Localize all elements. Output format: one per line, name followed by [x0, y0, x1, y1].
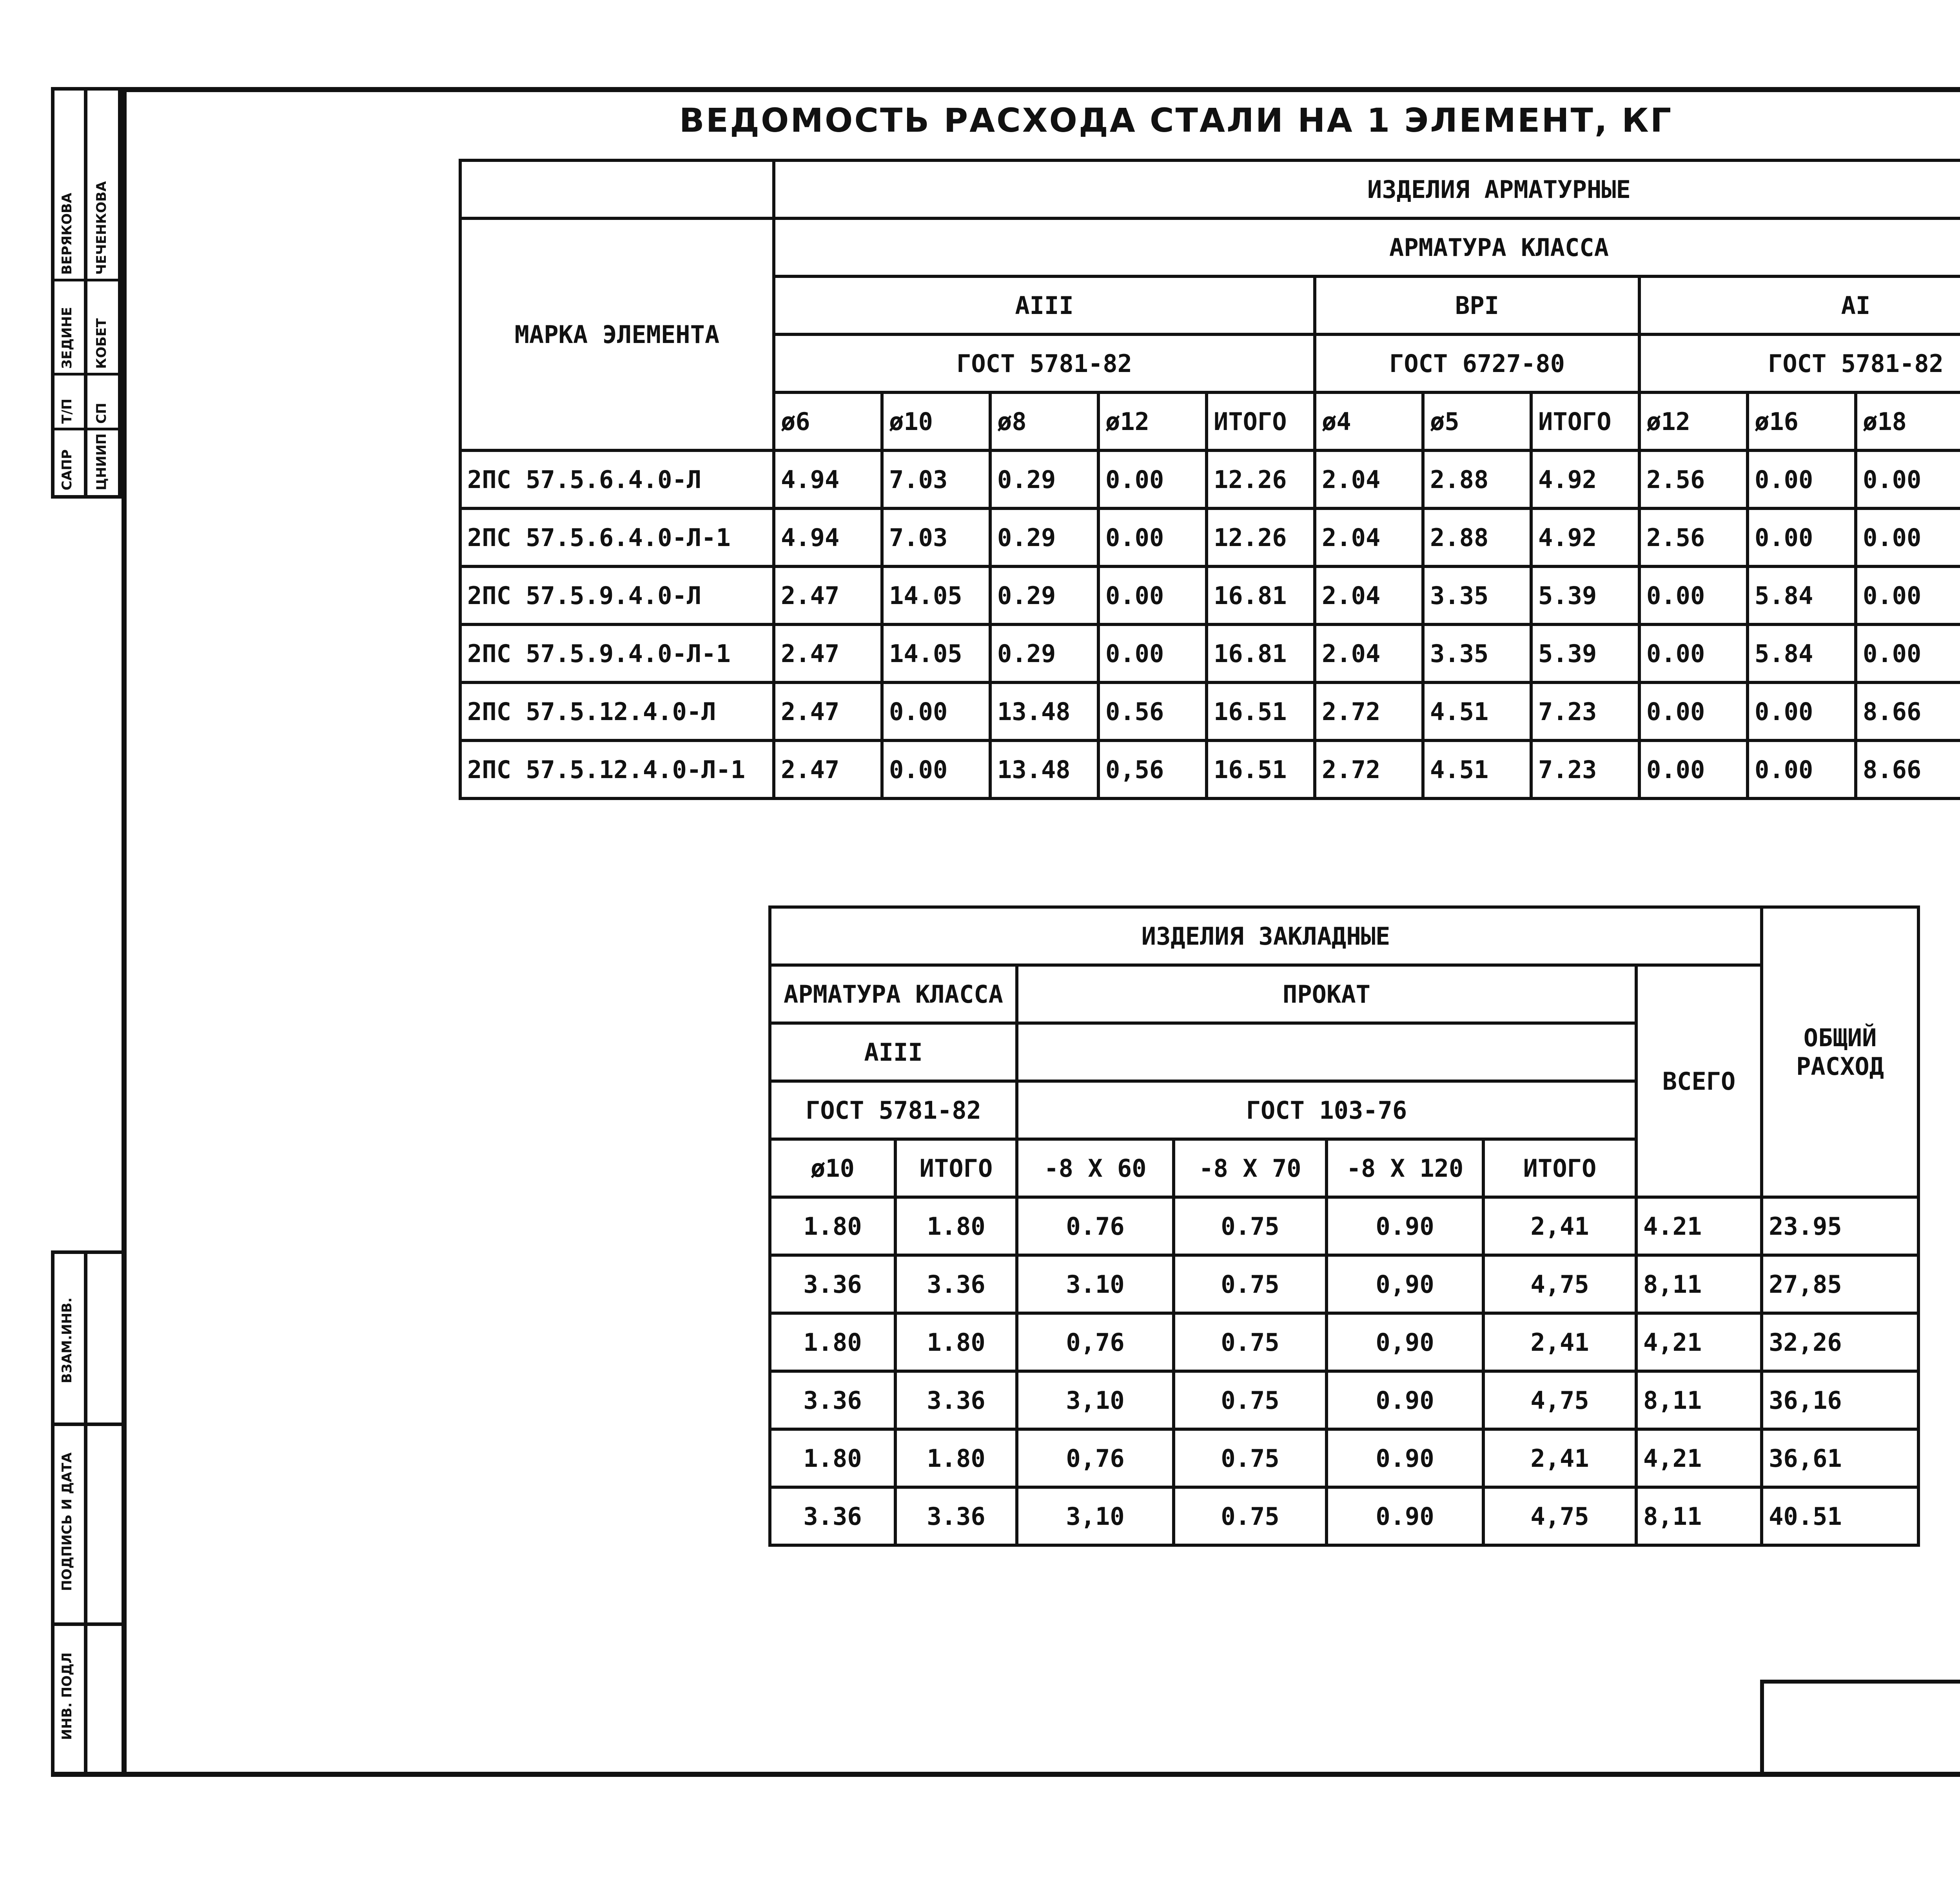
value-cell: 5.84 — [1748, 624, 1856, 682]
value-cell: 4.51 — [1423, 740, 1531, 798]
value-cell: 0.29 — [990, 450, 1098, 508]
gost-header: ГОСТ 5781-82 — [770, 1081, 1017, 1139]
table-row — [460, 566, 1960, 624]
value-cell: 14.05 — [882, 566, 990, 624]
column-header: ИТОГО — [895, 1139, 1017, 1197]
value-cell: 3.36 — [770, 1487, 895, 1545]
value-cell: 36,16 — [1762, 1371, 1918, 1429]
value-cell: 2.47 — [774, 682, 882, 740]
column-header: ø16 — [1748, 392, 1856, 450]
column-header: ø12 — [1098, 392, 1207, 450]
table-row — [770, 1429, 1918, 1487]
class-header: ВРI — [1315, 276, 1639, 334]
table-row — [460, 682, 1960, 740]
class-header: AI — [1639, 276, 1960, 334]
value-cell: 0.00 — [1748, 450, 1856, 508]
value-cell: 0.90 — [1327, 1197, 1483, 1255]
value-cell: 3,10 — [1017, 1371, 1174, 1429]
column-header: ø18 — [1856, 392, 1960, 450]
frame-border-left — [122, 87, 127, 1776]
value-cell: 2,41 — [1483, 1197, 1636, 1255]
value-cell: 0.00 — [1098, 450, 1207, 508]
value-cell: 0.90 — [1327, 1487, 1483, 1545]
element-mark: 2ПС 57.5.9.4.0-Л-1 — [460, 624, 774, 682]
table-row — [770, 1197, 1918, 1255]
value-cell: 36,61 — [1762, 1429, 1918, 1487]
stamp-cell: ВЕРЯКОВА — [59, 192, 75, 275]
value-cell: 2,41 — [1483, 1429, 1636, 1487]
value-cell: 3.35 — [1423, 566, 1531, 624]
stamp-label-replacement: ВЗАМ.ИНВ. — [59, 1297, 75, 1383]
value-cell: 0.75 — [1174, 1313, 1327, 1371]
value-cell: 16.81 — [1207, 624, 1315, 682]
column-header: ИТОГО — [1207, 392, 1315, 450]
value-cell: 0.00 — [1639, 740, 1748, 798]
stamp-cell: ЦНИИП — [94, 433, 109, 490]
value-cell: 4.51 — [1423, 682, 1531, 740]
value-cell: 1.80 — [895, 1313, 1017, 1371]
value-cell: 2.47 — [774, 566, 882, 624]
prokat-header: ПРОКАТ — [1017, 965, 1636, 1023]
value-cell: 7.03 — [882, 508, 990, 566]
value-cell: 7.03 — [882, 450, 990, 508]
value-cell: 2.72 — [1315, 682, 1423, 740]
stamp-cell: СП — [94, 403, 109, 424]
gost-header: ГОСТ 5781-82 — [774, 334, 1315, 392]
value-cell: 3,10 — [1017, 1487, 1174, 1545]
value-cell: 3.10 — [1017, 1255, 1174, 1313]
value-cell: 8,11 — [1636, 1255, 1762, 1313]
value-cell: 2.56 — [1639, 450, 1748, 508]
value-cell: 8,11 — [1636, 1487, 1762, 1545]
value-cell: 4,75 — [1483, 1255, 1636, 1313]
value-cell: 40.51 — [1762, 1487, 1918, 1545]
value-cell: 0.75 — [1174, 1255, 1327, 1313]
column-header: -8 Х 120 — [1327, 1139, 1483, 1197]
subgroup-header: АРМАТУРА КЛАССА — [774, 218, 1960, 276]
value-cell: 0.00 — [1639, 566, 1748, 624]
value-cell: 0.00 — [1098, 508, 1207, 566]
table-row — [770, 1255, 1918, 1313]
reinforcement-table — [459, 159, 1960, 800]
value-cell: 23.95 — [1762, 1197, 1918, 1255]
value-cell: 0.29 — [990, 624, 1098, 682]
value-cell: 0.00 — [1098, 566, 1207, 624]
value-cell: 2.04 — [1315, 624, 1423, 682]
group-header: ИЗДЕЛИЯ ЗАКЛАДНЫЕ — [770, 907, 1762, 965]
value-cell: 4.94 — [774, 508, 882, 566]
table-row — [460, 450, 1960, 508]
value-cell: 5.39 — [1531, 566, 1639, 624]
value-cell: 4.92 — [1531, 450, 1639, 508]
value-cell: 12.26 — [1207, 508, 1315, 566]
value-cell: 0.29 — [990, 566, 1098, 624]
value-cell: 0,76 — [1017, 1429, 1174, 1487]
element-mark: 2ПС 57.5.6.4.0-Л — [460, 450, 774, 508]
gost-header: ГОСТ 103-76 — [1017, 1081, 1636, 1139]
title-block — [1760, 1680, 1960, 1777]
approval-stamp — [51, 87, 122, 499]
value-cell: 2.04 — [1315, 450, 1423, 508]
column-header: ø6 — [774, 392, 882, 450]
value-cell: 2.47 — [774, 624, 882, 682]
value-cell: 1.80 — [770, 1313, 895, 1371]
value-cell: 0.90 — [1327, 1371, 1483, 1429]
value-cell: 1.80 — [895, 1429, 1017, 1487]
value-cell: 16.51 — [1207, 682, 1315, 740]
value-cell: 3.36 — [895, 1487, 1017, 1545]
value-cell: 4,75 — [1483, 1371, 1636, 1429]
frame-border-bottom — [51, 1772, 1960, 1777]
armatura-header: АРМАТУРА КЛАССА — [770, 965, 1017, 1023]
value-cell: 2.88 — [1423, 508, 1531, 566]
value-cell: 13.48 — [990, 682, 1098, 740]
stamp-label-signature: ПОДПИСЬ И ДАТА — [59, 1452, 75, 1591]
value-cell: 4,75 — [1483, 1487, 1636, 1545]
column-header: ø10 — [882, 392, 990, 450]
group-header: ИЗДЕЛИЯ АРМАТУРНЫЕ — [774, 160, 1960, 218]
value-cell: 4.94 — [774, 450, 882, 508]
value-cell: 2.72 — [1315, 740, 1423, 798]
column-header: ИТОГО — [1483, 1139, 1636, 1197]
value-cell: 5.84 — [1748, 566, 1856, 624]
class-header: AIII — [774, 276, 1315, 334]
value-cell: 0,56 — [1098, 740, 1207, 798]
value-cell: 4,21 — [1636, 1429, 1762, 1487]
value-cell: 8.66 — [1856, 682, 1960, 740]
value-cell: 0.00 — [1639, 624, 1748, 682]
value-cell: 0.00 — [1856, 450, 1960, 508]
table-row — [770, 1313, 1918, 1371]
value-cell: 3.36 — [770, 1371, 895, 1429]
value-cell: 16.51 — [1207, 740, 1315, 798]
value-cell: 3.36 — [770, 1255, 895, 1313]
value-cell: 0,90 — [1327, 1255, 1483, 1313]
value-cell: 4.92 — [1531, 508, 1639, 566]
value-cell: 0.00 — [1748, 740, 1856, 798]
frame-border-top — [122, 87, 1960, 92]
value-cell: 2.56 — [1639, 508, 1748, 566]
value-cell: 0.00 — [882, 682, 990, 740]
value-cell: 12.26 — [1207, 450, 1315, 508]
column-header: ø5 — [1423, 392, 1531, 450]
value-cell: 0.00 — [1856, 508, 1960, 566]
value-cell: 0.75 — [1174, 1487, 1327, 1545]
stamp-label-original: ИНВ. ПОДЛ — [59, 1652, 75, 1740]
value-cell: 2,41 — [1483, 1313, 1636, 1371]
value-cell: 4,21 — [1636, 1313, 1762, 1371]
column-header: ø10 — [770, 1139, 895, 1197]
stamp-cell: САПР — [59, 449, 75, 490]
inventory-stamp — [51, 1250, 122, 1776]
stamp-cell: КОБЕТ — [94, 318, 109, 369]
column-header: ø4 — [1315, 392, 1423, 450]
value-cell: 3.36 — [895, 1255, 1017, 1313]
table-row — [770, 1371, 1918, 1429]
table-row — [460, 624, 1960, 682]
value-cell: 4.21 — [1636, 1197, 1762, 1255]
value-cell: 0.00 — [1098, 624, 1207, 682]
value-cell: 0.56 — [1098, 682, 1207, 740]
value-cell: 1.80 — [770, 1429, 895, 1487]
value-cell: 0.76 — [1017, 1197, 1174, 1255]
column-header: ИТОГО — [1531, 392, 1639, 450]
value-cell: 7.23 — [1531, 682, 1639, 740]
value-cell: 0.00 — [1639, 682, 1748, 740]
value-cell: 0.00 — [1856, 624, 1960, 682]
column-header: ø12 — [1639, 392, 1748, 450]
empty-header-cell — [1017, 1023, 1636, 1081]
class-header: AIII — [770, 1023, 1017, 1081]
value-cell: 1.80 — [770, 1197, 895, 1255]
value-cell: 5.39 — [1531, 624, 1639, 682]
value-cell: 32,26 — [1762, 1313, 1918, 1371]
value-cell: 0,76 — [1017, 1313, 1174, 1371]
value-cell: 14.05 — [882, 624, 990, 682]
document-title: ВЕДОМОСТЬ РАСХОДА СТАЛИ НА 1 ЭЛЕМЕНТ, КГ — [679, 101, 1673, 140]
value-cell: 3.35 — [1423, 624, 1531, 682]
value-cell: 1.80 — [895, 1197, 1017, 1255]
column-header: ø8 — [990, 392, 1098, 450]
empty-header-cell — [460, 160, 774, 218]
value-cell: 0.90 — [1327, 1429, 1483, 1487]
column-header-overall: ОБЩИЙ РАСХОД — [1762, 907, 1918, 1197]
value-cell: 8.66 — [1856, 740, 1960, 798]
value-cell: 0.29 — [990, 508, 1098, 566]
value-cell: 3.36 — [895, 1371, 1017, 1429]
table-row — [770, 1487, 1918, 1545]
value-cell: 0.75 — [1174, 1371, 1327, 1429]
element-mark: 2ПС 57.5.12.4.0-Л — [460, 682, 774, 740]
value-cell: 0.00 — [882, 740, 990, 798]
stamp-cell: ЧЕЧЕНКОВА — [94, 181, 109, 275]
value-cell: 13.48 — [990, 740, 1098, 798]
value-cell: 8,11 — [1636, 1371, 1762, 1429]
value-cell: 0.00 — [1748, 682, 1856, 740]
value-cell: 2.04 — [1315, 566, 1423, 624]
value-cell: 2.47 — [774, 740, 882, 798]
column-header-total: ВСЕГО — [1636, 965, 1762, 1197]
element-mark: 2ПС 57.5.9.4.0-Л — [460, 566, 774, 624]
element-mark: 2ПС 57.5.12.4.0-Л-1 — [460, 740, 774, 798]
value-cell: 0,90 — [1327, 1313, 1483, 1371]
table-row — [460, 508, 1960, 566]
table-row — [460, 740, 1960, 798]
value-cell: 7.23 — [1531, 740, 1639, 798]
value-cell: 0.00 — [1856, 566, 1960, 624]
value-cell: 27,85 — [1762, 1255, 1918, 1313]
value-cell: 0.00 — [1748, 508, 1856, 566]
column-header-mark: МАРКА ЭЛЕМЕНТА — [460, 218, 774, 450]
stamp-cell: ЗЕДИНЕ — [59, 307, 75, 369]
value-cell: 0.75 — [1174, 1429, 1327, 1487]
value-cell: 2.04 — [1315, 508, 1423, 566]
column-header: -8 Х 70 — [1174, 1139, 1327, 1197]
value-cell: 2.88 — [1423, 450, 1531, 508]
element-mark: 2ПС 57.5.6.4.0-Л-1 — [460, 508, 774, 566]
value-cell: 0.75 — [1174, 1197, 1327, 1255]
embedded-items-table — [768, 905, 1920, 1547]
gost-header: ГОСТ 6727-80 — [1315, 334, 1639, 392]
value-cell: 16.81 — [1207, 566, 1315, 624]
stamp-cell: Т/П — [59, 398, 75, 424]
gost-header: ГОСТ 5781-82 — [1639, 334, 1960, 392]
column-header: -8 Х 60 — [1017, 1139, 1174, 1197]
